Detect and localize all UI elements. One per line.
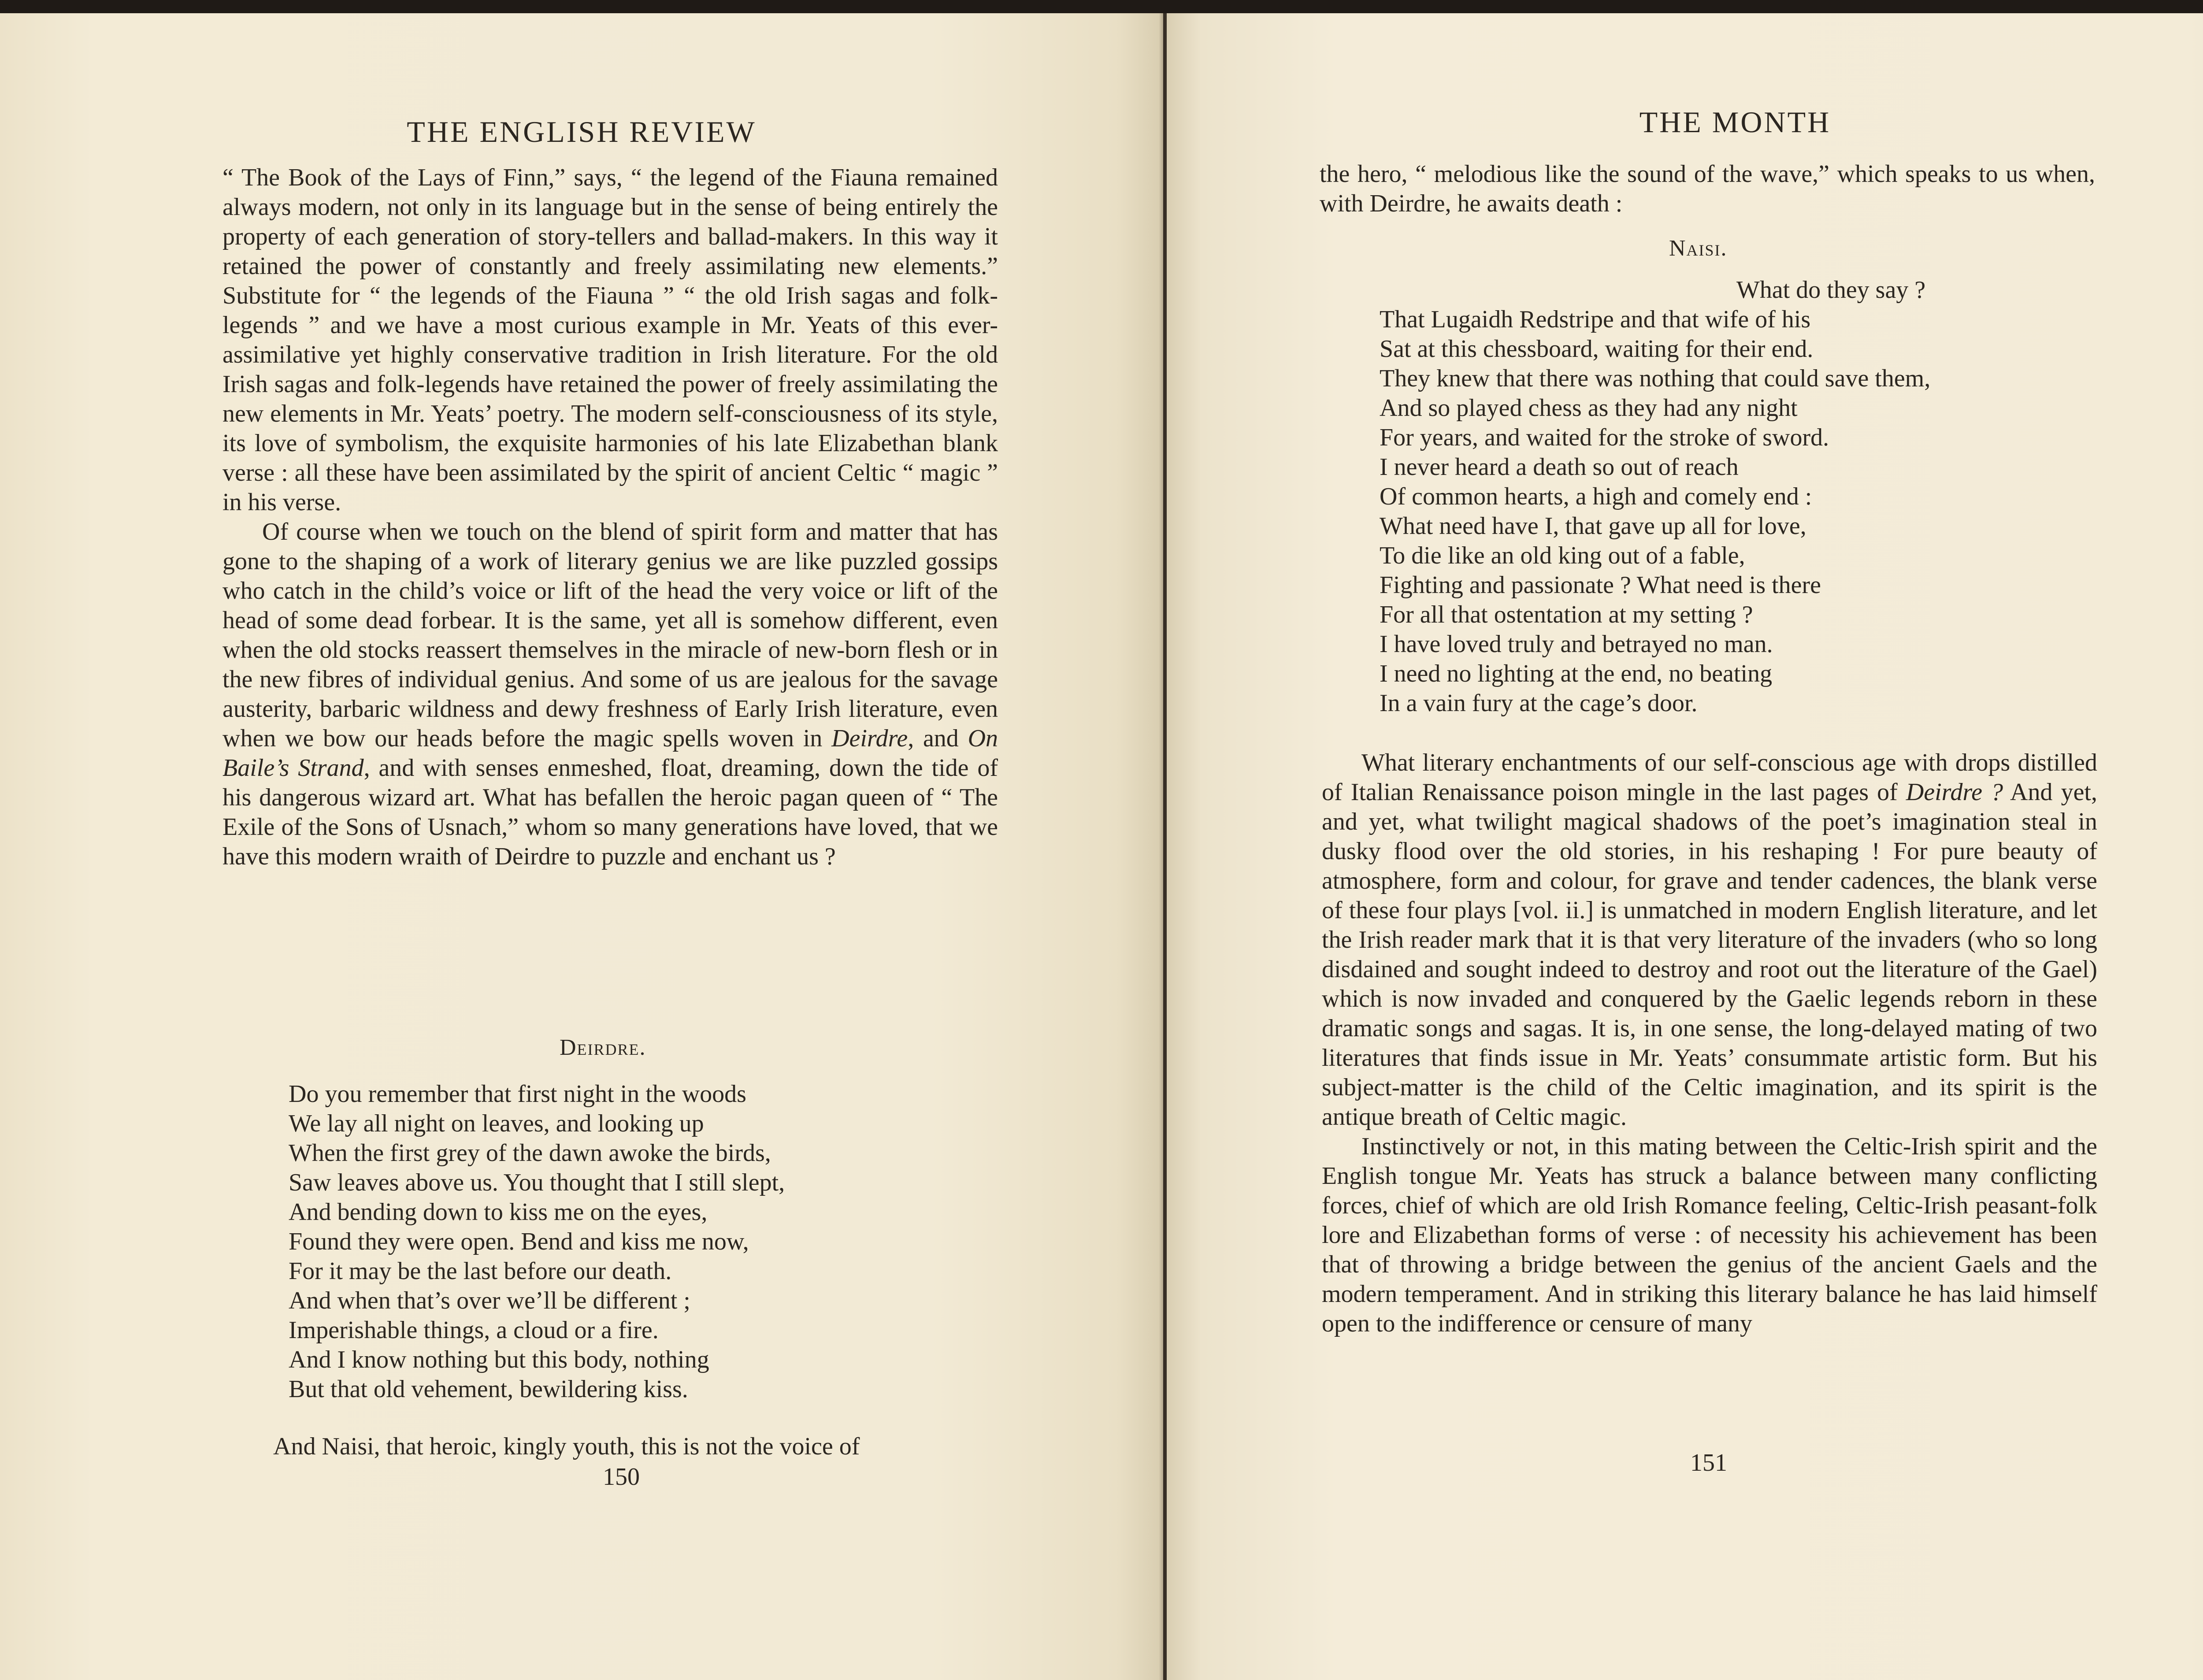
verse-line: For it may be the last before our death. <box>289 1257 672 1285</box>
verse-line: Sat at this chessboard, waiting for their end. <box>1380 335 1814 363</box>
paragraph: Instinctively or not, in this mating between the Celtic-Irish spirit and the English tongue Mr. Yeats has struck a balance between many conflicting forces, chief of which are old Irish Romance feeling, Celtic-Irish peasant-folk lore and Elizabethan forms of verse : of necessity his achievement has been that of throwing a bridge between the genius of the ancient Gaels and the modern temperament. And in striking this literary balance he has laid himself open to the indifference or censure of many <box>1322 1133 2097 1337</box>
verse-line: I have loved truly and betrayed no man. <box>1380 630 1773 658</box>
right-intro-text <box>1320 159 2095 219</box>
verse-line: And when that’s over we’ll be different ; <box>289 1287 690 1314</box>
verse-line: For all that ostentation at my setting ? <box>1380 601 1753 628</box>
speaker-deirdre: Deirdre. <box>560 1035 646 1060</box>
verse-line: That Lugaidh Redstripe and that wife of his <box>1380 306 1811 333</box>
page-number-left: 150 <box>603 1463 640 1491</box>
title-deirdre: Deirdre ? <box>1906 779 2003 806</box>
verse-line: To die like an old king out of a fable, <box>1380 542 1745 569</box>
verse-line: Saw leaves above us. You thought that I still slept, <box>289 1169 785 1196</box>
verse-deirdre <box>289 1079 785 1404</box>
left-page <box>0 13 1163 1680</box>
paragraph-text: Of course when we touch on the blend of spirit form and matter that has gone to the shaping of a work of literary genius we are like puzzled gossips who catch in the child’s voice or lift of the head the very voice or lift of the head of some dead forbear. It is the same, yet all is somehow different, even when the old stocks reassert themselves in the miracle of new-born flesh or in the new fibres of individual genius. And some of us are jealous for the savage austerity, barbaric wildness and dewy freshness of Early Irish literature, even when we bow our heads before the magic spells woven in <box>223 518 998 752</box>
verse-line: Imperishable things, a cloud or a fire. <box>289 1317 659 1344</box>
left-body-text <box>223 163 998 872</box>
verse-line: For years, and waited for the stroke of sword. <box>1380 424 1829 451</box>
verse-line: We lay all night on leaves, and looking up <box>289 1110 704 1137</box>
title-on-bailes-strand: On Baile’s Strand <box>223 725 998 782</box>
paragraph-text: , and with senses enmeshed, float, dreaming, down the tide of his dangerous wizard art. What has befallen the heroic pagan queen of “ The Exile of the Sons of Usnach,” whom so many generations have loved, that we have this modern wraith of Deirdre to puzzle and enchant us ? <box>223 754 998 870</box>
verse-line: What need have I, that gave up all for love, <box>1380 512 1806 540</box>
page-number-right: 151 <box>1690 1449 1727 1476</box>
verse-line: And bending down to kiss me on the eyes, <box>289 1198 708 1226</box>
paragraph-text: , and <box>908 725 968 752</box>
paragraph-text: What literary enchantments of our self-conscious age with drops distilled of Italian Renaissance poison mingle in the last pages of <box>1322 749 2097 806</box>
running-head-right: THE MONTH <box>1639 105 1831 139</box>
verse-line: Do you remember that first night in the woods <box>289 1080 746 1108</box>
verse-line: And so played chess as they had any night <box>1380 394 1798 422</box>
paragraph <box>223 517 998 872</box>
verse-line: In a vain fury at the cage’s door. <box>1380 690 1698 717</box>
paragraph-text: And yet, and yet, what twilight magical shadows of the poet’s imagination steal in dusky flood over the old stories, in his reshaping ! For pure beauty of atmosphere, form and colour, for grave and tender cadences, the blank verse of these four plays [vol. ii.] is unmatched in modern English literature, and let the Irish reader mark that it is that very literature of the invaders (who so long disdained and sought indeed to destroy and root out the literature of the Gael) which is now invaded and conquered by the Gaelic legends reborn in these dramatic songs and sagas. It is, in one sense, the long-delayed mating of two literatures that finds issue in Mr. Yeats’ consummate artistic form. But his subject-matter is the child of the Celtic imagination, and its spirit is the antique breath of Celtic magic. <box>1322 779 2098 1131</box>
verse-naisi <box>1380 275 1930 718</box>
verse-line: Found they were open. Bend and kiss me now, <box>289 1228 749 1255</box>
closing-line: And Naisi, that heroic, kingly youth, this is not the voice of <box>273 1433 860 1460</box>
right-body-text <box>1322 748 2097 1339</box>
right-page <box>1167 13 2203 1680</box>
title-deirdre: Deirdre <box>831 725 908 752</box>
verse-line: But that old vehement, bewildering kiss. <box>289 1376 688 1403</box>
verse-line: What do they say ? <box>1736 276 1926 304</box>
speaker-naisi: Naisi. <box>1669 236 1728 261</box>
paragraph: “ The Book of the Lays of Finn,” says, “ the legend of the Fiauna remained always modern, not only in its language but in the sense of being entirely the property of each generation of story-tellers and ballad-makers. In this way it retained the power of constantly and freely assimilating new elements.” Substitute for “ the legends of the Fiauna ” “ the old Irish sagas and folk-legends ” and we have a most curious example in Mr. Yeats of this ever-assimilative yet highly conservative tradition in Irish literature. For the old Irish sagas and folk-legends have retained the power of freely assimilating the new elements in Mr. Yeats’ poetry. The modern self-consciousness of its style, its love of symbolism, the exquisite harmonies of his late Elizabethan blank verse : all these have been assimilated by the spirit of ancient Celtic “ magic ” in his verse. <box>223 164 998 516</box>
paragraph <box>1322 748 2097 1132</box>
verse-line: I need no lighting at the end, no beating <box>1380 660 1773 687</box>
verse-line: I never heard a death so out of reach <box>1380 453 1739 481</box>
verse-line: And I know nothing but this body, nothing <box>289 1346 709 1373</box>
verse-line: When the first grey of the dawn awoke the birds, <box>289 1139 771 1167</box>
verse-line: Fighting and passionate ? What need is there <box>1380 571 1821 599</box>
verse-line: They knew that there was nothing that could save them, <box>1380 365 1931 392</box>
running-head-left: THE ENGLISH REVIEW <box>407 115 757 148</box>
verse-line: Of common hearts, a high and comely end : <box>1380 483 1812 510</box>
paragraph: the hero, “ melodious like the sound of the wave,” which speaks to us when, with Deirdre, he awaits death : <box>1320 160 2095 217</box>
